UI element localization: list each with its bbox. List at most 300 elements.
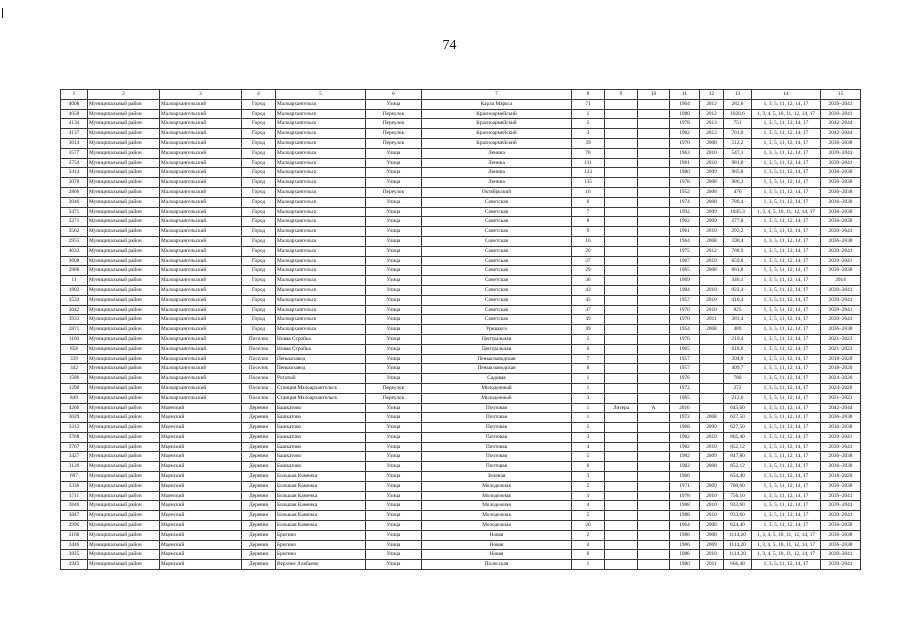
table-cell-col-7: Пенькозаводская [422,364,572,374]
table-cell-col-1: 342 [61,364,88,374]
table-cell-col-15: 2036–2038 [821,207,861,217]
table-cell-col-15: 2039–2041 [821,227,861,237]
table-cell-col-1: 4137 [61,129,88,139]
table-cell-col-2: Муниципальный район [88,217,160,227]
table-cell-col-14: 1, 3, 5, 11, 12, 14, 17 [752,442,821,452]
table-cell-col-12: 2009 [700,207,724,217]
table-cell-col-8: 36 [572,276,605,286]
table-cell-col-1: 3336 [61,481,88,491]
table-cell-col-3: Малоархангельский [160,374,242,384]
table-cell-col-4: Город [242,295,276,305]
table-cell-col-12: 2008 [700,462,724,472]
table-cell-col-15: 2039–2041 [821,315,861,325]
table-cell-col-10 [638,246,670,256]
table-cell-col-15: 2039–2041 [821,560,861,570]
table-cell-col-4: Деревня [242,550,276,560]
table-cell-col-6: Улица [366,266,422,276]
table-cell-col-14: 1, 3, 5, 11, 12, 14, 17 [752,315,821,325]
table-cell-col-4: Город [242,246,276,256]
table-cell-col-3: Малоархангельский [160,129,242,139]
table-cell-col-15: 2018–2020 [821,472,861,482]
table-cell-col-8: 47 [572,305,605,315]
table-cell-col-9 [605,266,638,276]
table-cell-col-3: Мценский [160,521,242,531]
table-cell-col-4: Город [242,256,276,266]
table-row [61,217,861,227]
table-row [61,334,861,344]
table-cell-col-13: 751 [724,119,752,129]
table-cell-col-7: Новая [422,530,572,540]
table-row [61,374,861,384]
table-cell-col-15: 2018–2020 [821,364,861,374]
table-cell-col-4: Город [242,178,276,188]
table-cell-col-13: 981,8 [724,158,752,168]
table-cell-col-11: 1965 [670,266,700,276]
table-cell-col-10 [638,138,670,148]
table-cell-col-12: 2008 [700,413,724,423]
table-cell-col-1: 3562 [61,227,88,237]
table-cell-col-10 [638,305,670,315]
table-cell-col-10 [638,158,670,168]
table-cell-col-7: Почтовая [422,403,572,413]
table-cell-col-12 [700,276,724,286]
table-cell-col-1: 1160 [61,334,88,344]
table-cell-col-2: Муниципальный район [88,227,160,237]
column-header-13: 13 [724,90,752,100]
table-cell-col-14: 1, 3, 5, 11, 12, 14, 17 [752,364,821,374]
table-cell-col-3: Малоархангельский [160,138,242,148]
table-cell-col-11: 1984 [670,285,700,295]
table-cell-col-7: Карла Маркса [422,99,572,109]
table-cell-col-8: 2 [572,334,605,344]
table-cell-col-5: Бригино [276,550,366,560]
table-cell-col-11: 1970 [670,305,700,315]
table-cell-col-15: 2036–2038 [821,481,861,491]
table-cell-col-3: Мценский [160,501,242,511]
table-cell-col-14: 1, 3, 5, 11, 12, 14, 17 [752,560,821,570]
table-cell-col-5: Малоархангельск [276,266,366,276]
table-cell-col-6: Улица [366,413,422,423]
table-cell-col-9 [605,472,638,482]
table-cell-col-13: 381,4 [724,315,752,325]
table-row [61,364,861,374]
table-cell-col-2: Муниципальный район [88,334,160,344]
table-cell-col-12 [700,393,724,403]
column-header-2: 2 [88,90,160,100]
table-cell-col-6: Улица [366,354,422,364]
table-cell-col-9 [605,178,638,188]
table-cell-col-1: 2871 [61,325,88,335]
table-cell-col-12: 2010 [700,442,724,452]
table-cell-col-6: Улица [366,423,422,433]
table-cell-col-1: 3711 [61,491,88,501]
table-body [61,99,861,569]
table-cell-col-10 [638,148,670,158]
table-cell-col-14: 1, 3, 5, 11, 12, 14, 17 [752,178,821,188]
table-cell-col-13: 293,2 [724,227,752,237]
table-row [61,511,861,521]
table-cell-col-8: 71 [572,99,605,109]
table-cell-col-7: Советская [422,276,572,286]
table-cell-col-1: 3414 [61,168,88,178]
table-cell-col-6: Улица [366,511,422,521]
table-row [61,354,861,364]
table-cell-col-6: Улица [366,374,422,384]
table-cell-col-13: 865,40 [724,432,752,442]
table-cell-col-7: Советская [422,207,572,217]
table-cell-col-13: 394,8 [724,354,752,364]
column-header-14: 14 [752,90,821,100]
table-cell-col-10 [638,178,670,188]
table-cell-col-6: Улица [366,158,422,168]
table-cell-col-2: Муниципальный район [88,99,160,109]
table-cell-col-9 [605,560,638,570]
table-cell-col-11: 1967 [670,256,700,266]
table-row [61,432,861,442]
table-cell-col-4: Деревня [242,530,276,540]
table-cell-col-6: Улица [366,197,422,207]
table-cell-col-11: 1986 [670,530,700,540]
table-cell-col-5: Большая Каменка [276,511,366,521]
table-row [61,295,861,305]
table-cell-col-12: 2008 [700,236,724,246]
table-cell-col-3: Малоархангельский [160,266,242,276]
table-cell-col-8: 5 [572,511,605,521]
table-cell-col-15: 2036–2038 [821,138,861,148]
table-cell-col-2: Муниципальный район [88,383,160,393]
table-cell-col-12: 2009 [700,168,724,178]
table-cell-col-2: Муниципальный район [88,442,160,452]
table-cell-col-11: 1981 [670,158,700,168]
table-cell-col-7: Молодежная [422,521,572,531]
table-cell-col-7: Октябрьский [422,187,572,197]
table-cell-col-2: Муниципальный район [88,305,160,315]
table-cell-col-3: Малоархангельский [160,148,242,158]
table-cell-col-10 [638,129,670,139]
table-cell-col-6: Улица [366,99,422,109]
table-cell-col-7: Советская [422,236,572,246]
table-cell-col-9 [605,413,638,423]
table-cell-col-15: 2039–2041 [821,442,861,452]
table-cell-col-4: Поселок [242,354,276,364]
table-cell-col-9 [605,511,638,521]
table-cell-col-2: Муниципальный район [88,285,160,295]
table-cell-col-2: Муниципальный район [88,256,160,266]
table-cell-col-12: 2010 [700,148,724,158]
table-cell-col-7: Урицкого [422,325,572,335]
table-cell-col-12: 2010 [700,305,724,315]
table-cell-col-10 [638,334,670,344]
table-cell-col-14: 1, 3, 5, 11, 12, 14, 17 [752,305,821,315]
table-cell-col-7: Молодежная [422,481,572,491]
table-row [61,423,861,433]
table-cell-col-7: Молодежная [422,491,572,501]
table-cell-col-11: 1986 [670,550,700,560]
table-cell-col-2: Муниципальный район [88,187,160,197]
table-cell-col-11: 1964 [670,236,700,246]
table-cell-col-5: Большая Каменка [276,491,366,501]
table-cell-col-12: 2010 [700,227,724,237]
table-cell-col-11: 1988 [670,501,700,511]
table-cell-col-13: 1114,20 [724,540,752,550]
table-cell-col-8: 4 [572,540,605,550]
table-cell-col-9 [605,452,638,462]
table-cell-col-13: 346,1 [724,276,752,286]
table-cell-col-9 [605,491,638,501]
table-cell-col-10 [638,315,670,325]
table-cell-col-1: 3471 [61,207,88,217]
table-cell-col-13: 825 [724,305,752,315]
table-cell-col-9 [605,550,638,560]
table-cell-col-11: 1982 [670,462,700,472]
table-cell-col-9 [605,129,638,139]
table-cell-col-8: 3 [572,432,605,442]
table-cell-col-12: 2009 [700,423,724,433]
table-cell-col-4: Город [242,325,276,335]
table-cell-col-1: 3070 [61,178,88,188]
table-cell-col-8: 6 [572,197,605,207]
column-header-3: 3 [160,90,242,100]
table-cell-col-5: Башкатово [276,432,366,442]
table-cell-col-8: 6 [572,344,605,354]
table-cell-col-2: Муниципальный район [88,344,160,354]
table-cell-col-13: 277,8 [724,217,752,227]
table-cell-col-9 [605,364,638,374]
table-row [61,560,861,570]
table-cell-col-9 [605,374,638,384]
table-cell-col-15: 2039–2041 [821,550,861,560]
table-cell-col-4: Деревня [242,442,276,452]
table-cell-col-15: 2039–2041 [821,109,861,119]
table-cell-col-6: Улица [366,403,422,413]
table-cell-col-8: 7 [572,354,605,364]
table-cell-col-8: 131 [572,158,605,168]
table-cell-col-10 [638,119,670,129]
table-row [61,472,861,482]
table-cell-col-8: 1 [572,413,605,423]
table-cell-col-2: Муниципальный район [88,423,160,433]
table-cell-col-5: Пенькозавод [276,354,366,364]
table-cell-col-7: Почтовая [422,452,572,462]
table-cell-col-9 [605,315,638,325]
table-cell-col-10 [638,550,670,560]
table-row [61,276,861,286]
table-cell-col-1: 4266 [61,403,88,413]
table-cell-col-6: Улица [366,227,422,237]
table-cell-col-10 [638,197,670,207]
table-cell-col-10 [638,109,670,119]
table-cell-col-15: 2036–2038 [821,266,861,276]
table-cell-col-7: Ленина [422,158,572,168]
table-cell-col-10 [638,227,670,237]
table-row [61,442,861,452]
table-cell-col-3: Малоархангельский [160,285,242,295]
table-cell-col-1: 858 [61,344,88,354]
table-cell-col-7: Красноармейский [422,138,572,148]
table-cell-col-12 [700,344,724,354]
table-cell-col-1: 4008 [61,99,88,109]
table-cell-col-3: Малоархангельский [160,99,242,109]
table-cell-col-8: 20 [572,246,605,256]
table-cell-col-8: 49 [572,315,605,325]
table-cell-col-1: 3446 [61,540,88,550]
table-cell-col-8: 4 [572,442,605,452]
table-cell-col-1: 849 [61,393,88,403]
table-cell-col-3: Малоархангельский [160,256,242,266]
table-cell-col-11: 1962 [670,217,700,227]
table-cell-col-7: Советская [422,315,572,325]
table-cell-col-4: Деревня [242,501,276,511]
table-cell-col-3: Малоархангельский [160,276,242,286]
table-cell-col-9 [605,393,638,403]
table-cell-col-15: 2036–2038 [821,413,861,423]
table-cell-col-13: 645,60 [724,403,752,413]
table-cell-col-12 [700,374,724,384]
table-cell-col-10 [638,442,670,452]
table-cell-col-2: Муниципальный район [88,129,160,139]
table-cell-col-9 [605,99,638,109]
table-cell-col-13: 512,2 [724,138,752,148]
table-cell-col-1: 3768 [61,432,88,442]
table-cell-col-13: 476 [724,187,752,197]
table-cell-col-1: 2996 [61,521,88,531]
table-cell-col-10 [638,432,670,442]
table-cell-col-11: 1980 [670,560,700,570]
table-cell-col-5: Бригино [276,530,366,540]
table-cell-col-3: Малоархангельский [160,315,242,325]
table-cell-col-11: 1964 [670,521,700,531]
table-cell-col-9 [605,383,638,393]
table-cell-col-3: Малоархангельский [160,217,242,227]
table-cell-col-12: 2009 [700,452,724,462]
table-cell-col-5: Бригино [276,540,366,550]
table-cell-col-10 [638,481,670,491]
table-cell-col-8: 2 [572,423,605,433]
table-cell-col-6: Улица [366,285,422,295]
table-cell-col-10 [638,207,670,217]
table-cell-col-12: 2009 [700,217,724,227]
table-cell-col-11: 1970 [670,315,700,325]
table-cell-col-5: Малоархангельск [276,276,366,286]
table-cell-col-10 [638,285,670,295]
table-cell-col-11: 1957 [670,295,700,305]
table-cell-col-9 [605,501,638,511]
table-cell-col-15: 2036–2038 [821,197,861,207]
table-cell-col-8: 43 [572,285,605,295]
table-cell-col-3: Малоархангельский [160,325,242,335]
table-cell-col-12: 2010 [700,550,724,560]
table-cell-col-1: 339 [61,354,88,364]
table-cell-col-14: 1, 3, 5, 11, 12, 14, 17 [752,413,821,423]
table-cell-col-8: 2 [572,119,605,129]
table-row [61,168,861,178]
table-cell-col-14: 1, 3, 4, 5, 10, 11, 12, 14, 17 [752,530,821,540]
table-cell-col-15: 2039–2041 [821,285,861,295]
table-cell-col-11: 1988 [670,109,700,119]
table-cell-col-1: 3120 [61,462,88,472]
table-cell-col-15: 2036–2038 [821,530,861,540]
table-cell-col-4: Деревня [242,452,276,462]
table-cell-col-2: Муниципальный район [88,276,160,286]
table-cell-col-12: 2010 [700,491,724,501]
table-cell-col-14: 1, 3, 5, 11, 12, 14, 17 [752,168,821,178]
table-row [61,178,861,188]
table-cell-col-9 [605,119,638,129]
table-cell-col-2: Муниципальный район [88,462,160,472]
table-cell-col-9 [605,354,638,364]
table-cell-col-7: Советская [422,197,572,207]
table-cell-col-13: 618,6 [724,344,752,354]
table-cell-col-14: 1, 3, 5, 11, 12, 14, 17 [752,187,821,197]
table-cell-col-3: Мценский [160,462,242,472]
table-cell-col-5: Башкатово [276,462,366,472]
table-row [61,540,861,550]
table-cell-col-6: Улица [366,491,422,501]
table-cell-col-7: Новая [422,540,572,550]
table-row [61,305,861,315]
table-cell-col-7: Советская [422,227,572,237]
table-cell-col-13: 933,60 [724,511,752,521]
table-cell-col-4: Деревня [242,481,276,491]
table-cell-col-5: Новая Стройка [276,334,366,344]
table-cell-col-7: Красноармейский [422,109,572,119]
table-cell-col-3: Малоархангельский [160,119,242,129]
table-cell-col-13: 212,6 [724,393,752,403]
table-cell-col-5: Малоархангельск [276,295,366,305]
table-cell-col-15: 2042–2044 [821,403,861,413]
table-cell-col-15: 2036–2038 [821,521,861,531]
table-cell-col-10: А [638,403,670,413]
table-cell-col-12: 2010 [700,295,724,305]
table-cell-col-8: 1 [572,374,605,384]
table-cell-col-5: Малоархангельск [276,119,366,129]
table-cell-col-3: Мценский [160,491,242,501]
table-cell-col-15: 2036–2038 [821,462,861,472]
table-cell-col-15: 2039–2041 [821,158,861,168]
table-cell-col-11: 1965 [670,344,700,354]
table-cell-col-13: 768,9 [724,246,752,256]
table-cell-col-6: Улица [366,442,422,452]
table-cell-col-3: Мценский [160,413,242,423]
table-cell-col-12: 2010 [700,501,724,511]
table-cell-col-13: 489 [724,325,752,335]
table-cell-col-2: Муниципальный район [88,540,160,550]
table-cell-col-8: 8 [572,217,605,227]
table-cell-col-9 [605,148,638,158]
table-cell-col-15: 2018–2020 [821,354,861,364]
table-cell-col-4: Город [242,129,276,139]
table-cell-col-12: 2010 [700,256,724,266]
table-row [61,138,861,148]
table-cell-col-14: 1, 3, 5, 11, 12, 14, 17 [752,501,821,511]
table-cell-col-8: 3 [572,393,605,403]
housing-register-table [60,89,861,570]
table-cell-col-8: 9 [572,227,605,237]
table-cell-col-5: Верхнее Алябьево [276,560,366,570]
table-cell-col-5: Малоархангельск [276,227,366,237]
table-cell-col-2: Муниципальный район [88,295,160,305]
table-cell-col-8: 78 [572,148,605,158]
table-cell-col-14: 1, 3, 5, 11, 12, 14, 17 [752,462,821,472]
table-cell-col-12 [700,334,724,344]
table-cell-col-11: 1965 [670,393,700,403]
table-cell-col-11: 1957 [670,364,700,374]
table-cell-col-2: Муниципальный район [88,138,160,148]
table-cell-col-14: 1, 3, 5, 11, 12, 14, 17 [752,511,821,521]
table-cell-col-5: Малоархангельск [276,178,366,188]
table-cell-col-4: Деревня [242,423,276,433]
table-cell-col-13: 409,7 [724,364,752,374]
